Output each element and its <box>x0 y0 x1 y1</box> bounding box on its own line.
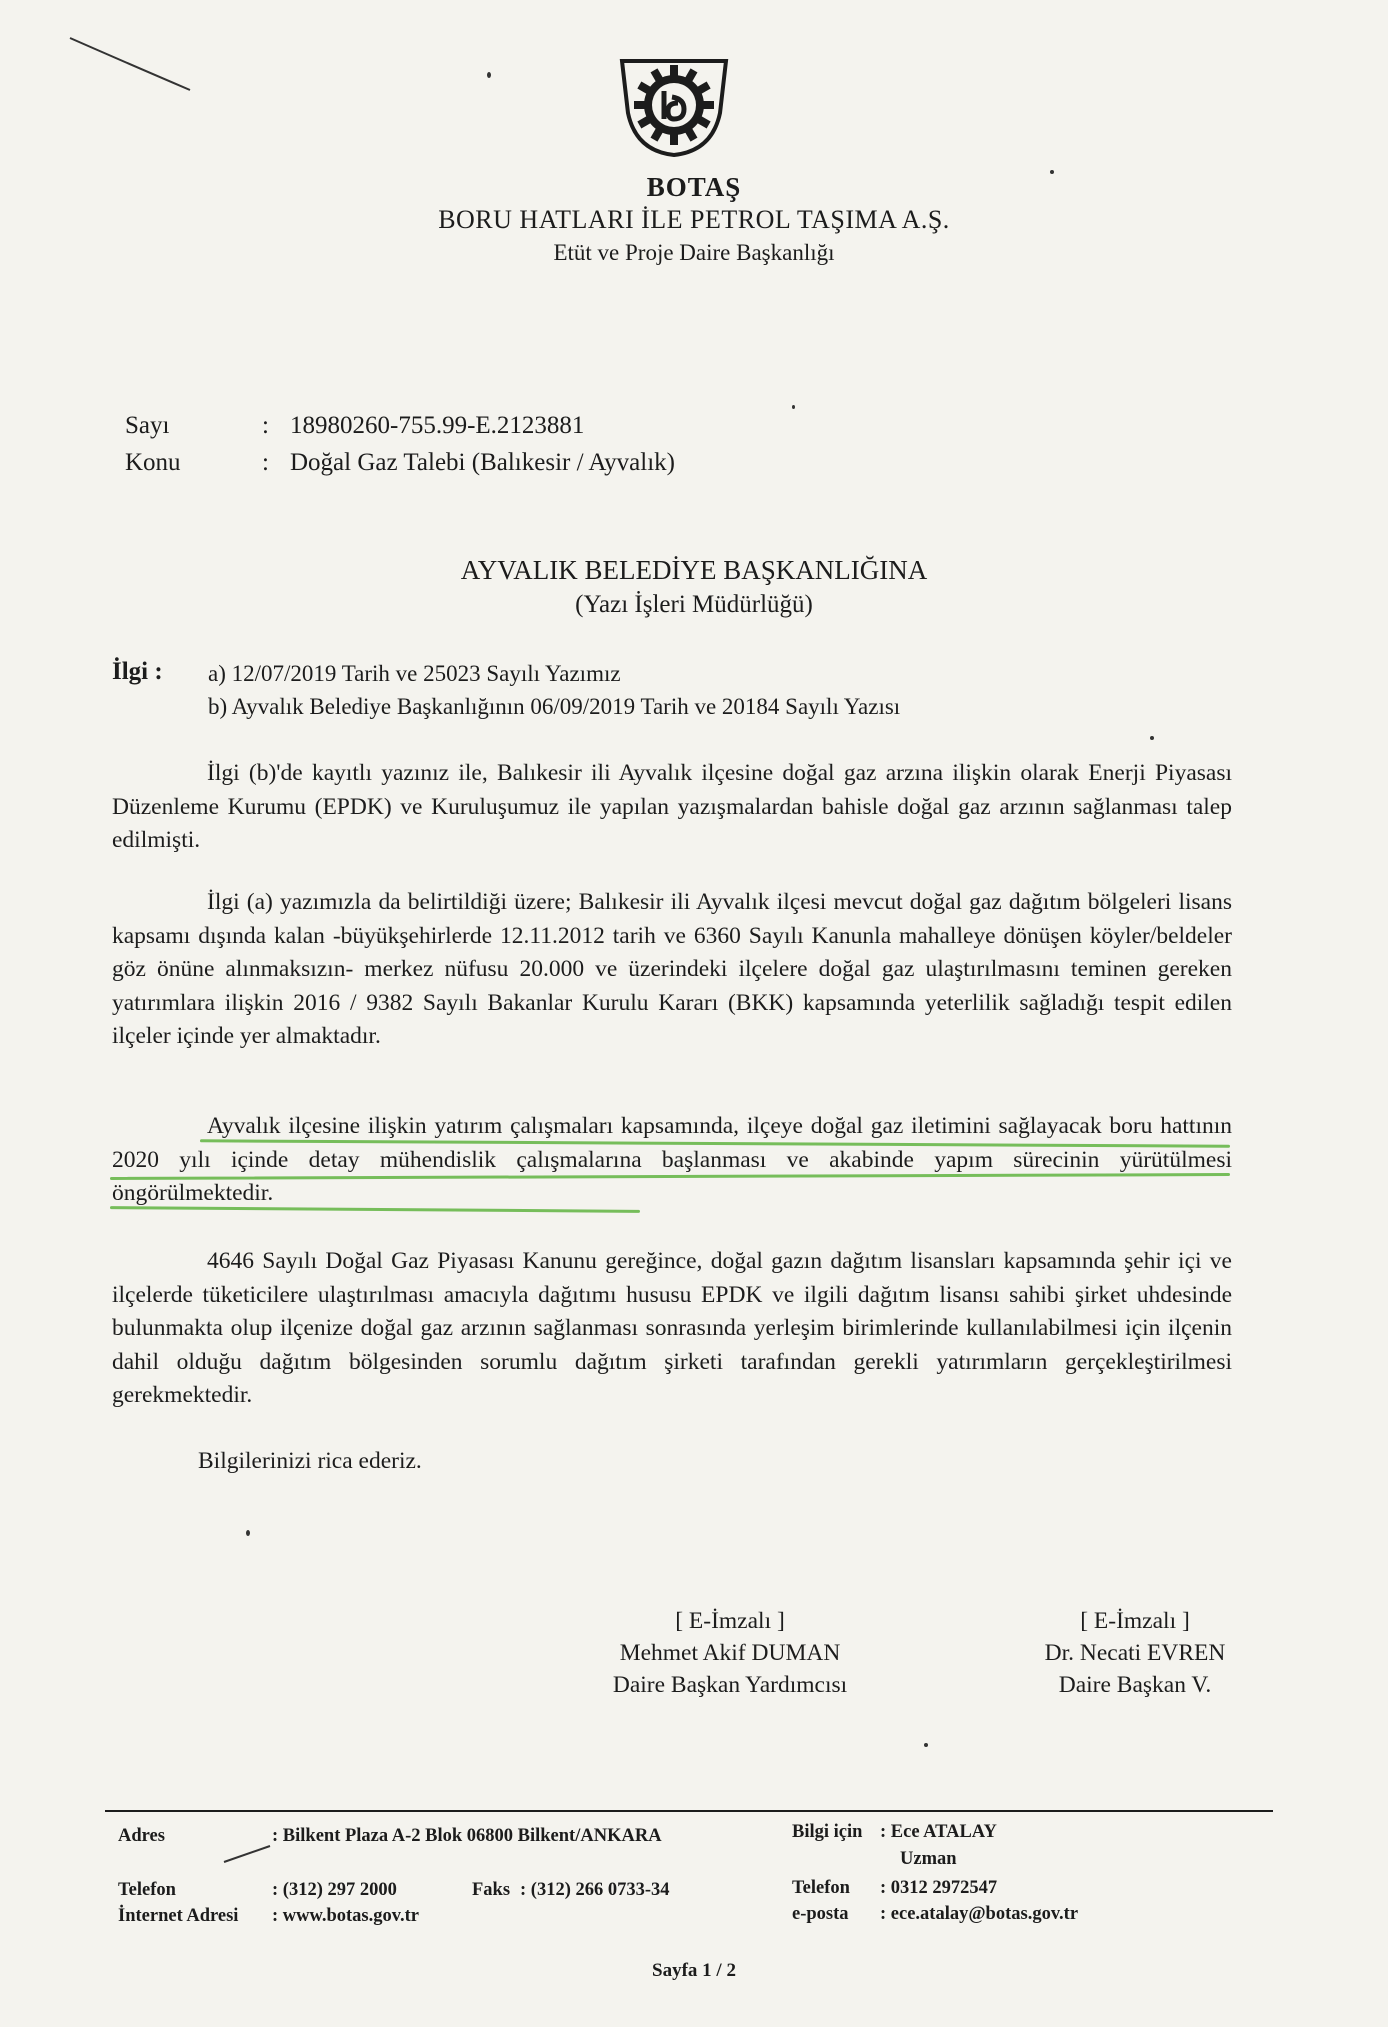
footer-internet-label: İnternet Adresi <box>118 1906 239 1926</box>
signature-block-1 <box>560 1605 900 1701</box>
footer-internet-value: : www.botas.gov.tr <box>272 1906 419 1926</box>
org-full-name: BORU HATLARI İLE PETROL TAŞIMA A.Ş. <box>438 205 950 234</box>
footer-contact-telefon-label: Telefon <box>792 1878 850 1898</box>
ilgi-label: İlgi : <box>112 658 163 685</box>
footer-eposta-value: : ece.atalay@botas.gov.tr <box>880 1904 1079 1924</box>
footer-contact-telefon-value: : 0312 2972547 <box>880 1878 998 1898</box>
footer-bilgi-role: Uzman <box>900 1849 957 1869</box>
scan-speck <box>246 1530 250 1536</box>
signature-tag: [ E-İmzalı ] <box>675 1608 785 1634</box>
ilgi-item-b: b) Ayvalık Belediye Başkanlığının 06/09/2019 Tarih ve 20184 Sayılı Yazısı <box>208 694 901 719</box>
department-name: Etüt ve Proje Daire Başkanlığı <box>553 240 835 265</box>
page-number: Sayfa 1 / 2 <box>652 1960 736 1981</box>
sayi-value: 18980260-755.99-E.2123881 <box>290 412 585 439</box>
footer-eposta-label: e-posta <box>792 1904 849 1924</box>
signature-name: Mehmet Akif DUMAN <box>619 1640 841 1666</box>
closing-line: Bilgilerinizi rica ederiz. <box>198 1448 422 1474</box>
scan-speck <box>924 1743 928 1747</box>
footer-bilgi-label: Bilgi için <box>792 1822 863 1842</box>
pen-stroke-mark <box>220 1840 280 1870</box>
footer-telefon-value: : (312) 297 2000 <box>272 1880 397 1900</box>
signature-title: Daire Başkan Yardımcısı <box>612 1672 848 1698</box>
footer-adres-label: Adres <box>118 1826 165 1846</box>
signature-title: Daire Başkan V. <box>1058 1672 1212 1698</box>
sayi-colon: : <box>262 412 269 439</box>
signature-block-2 <box>990 1605 1280 1701</box>
scan-speck <box>792 405 795 409</box>
konu-colon: : <box>262 449 269 476</box>
footer-telefon-label: Telefon <box>118 1880 176 1900</box>
konu-label: Konu <box>125 449 181 476</box>
scan-speck <box>1050 170 1054 174</box>
org-short-name: BOTAŞ <box>646 172 742 202</box>
body-paragraph-2: İlgi (a) yazımızla da belirtildiği üzere; Balıkesir ili Ayvalık ilçesi mevcut doğal gaz dağıtım bölgeleri lisans kapsamı dışında kalan -büyükşehirlerde 12.11.2012 tarih ve 6360 Sayılı Kanunla mahalleye dönüşen köyler/beldeler göz önüne alınmaksızın- merkez nüfusu 20.000 ve üzerindeki ilçelere doğal gaz ulaştırılmasını teminen gereken yatırımlara ilişkin 2016 / 9382 Sayılı Bakanlar Kurulu Kararı (BKK) kapsamında yeterlilik sağladığı tespit edilen ilçeler içinde yer almaktadır. <box>112 889 1232 1049</box>
scan-speck <box>487 72 491 78</box>
footer-bilgi-value: : Ece ATALAY <box>880 1822 997 1842</box>
signature-tag: [ E-İmzalı ] <box>1080 1608 1190 1634</box>
footer-divider <box>105 1810 1273 1812</box>
addressee-line1: AYVALIK BELEDİYE BAŞKANLIĞINA <box>460 555 928 585</box>
sayi-label: Sayı <box>125 412 170 439</box>
body-paragraph-4: 4646 Sayılı Doğal Gaz Piyasası Kanunu gereğince, doğal gazın dağıtım lisansları kapsamında şehir içi ve ilçelerde tüketicilere ulaştırılması amacıyla dağıtımı hususu EPDK ve ilgili dağıtım lisansı sahibi şirket uhdesinde bulunmakta olup ilçenize doğal gaz arzının sağlanması sonrasında yerleşim birimlerinde kullanılabilmesi için ilçenin dahil olduğu dağıtım bölgesinden sorumlu dağıtım şirketi tarafından gerekli yatırımların gerçekleştirilmesi gerekmektedir. <box>112 1248 1232 1408</box>
footer-adres-value: : Bilkent Plaza A-2 Blok 06800 Bilkent/ANKARA <box>272 1826 662 1846</box>
ilgi-item-a: a) 12/07/2019 Tarih ve 25023 Sayılı Yazımız <box>208 661 621 686</box>
footer-faks-label: Faks <box>472 1880 511 1900</box>
body-paragraph-1: İlgi (b)'de kayıtlı yazınız ile, Balıkesir ili Ayvalık ilçesine doğal gaz arzına ilişkin olarak Enerji Piyasası Düzenleme Kurumu (EPDK) ve Kuruluşumuz ile yapılan yazışmalardan bahisle doğal gaz arzının sağlanması talep edilmişti. <box>112 760 1232 853</box>
body-paragraph-3: Ayvalık ilçesine ilişkin yatırım çalışmaları kapsamında, ilçeye doğal gaz iletimini sağlayacak boru hattının 2020 yılı içinde detay mühendislik çalışmalarına başlanması ve akabinde yapım sürecinin yürütülmesi öngörülmektedir. <box>112 1113 1232 1206</box>
addressee-line2: (Yazı İşleri Müdürlüğü) <box>575 591 813 618</box>
konu-value: Doğal Gaz Talebi (Balıkesir / Ayvalık) <box>290 449 675 476</box>
pen-stroke-mark <box>60 30 200 100</box>
footer-faks-value: : (312) 266 0733-34 <box>520 1880 670 1900</box>
scan-speck <box>1150 736 1154 740</box>
signature-name: Dr. Necati EVREN <box>1044 1640 1226 1666</box>
botas-logo-icon <box>616 55 732 160</box>
